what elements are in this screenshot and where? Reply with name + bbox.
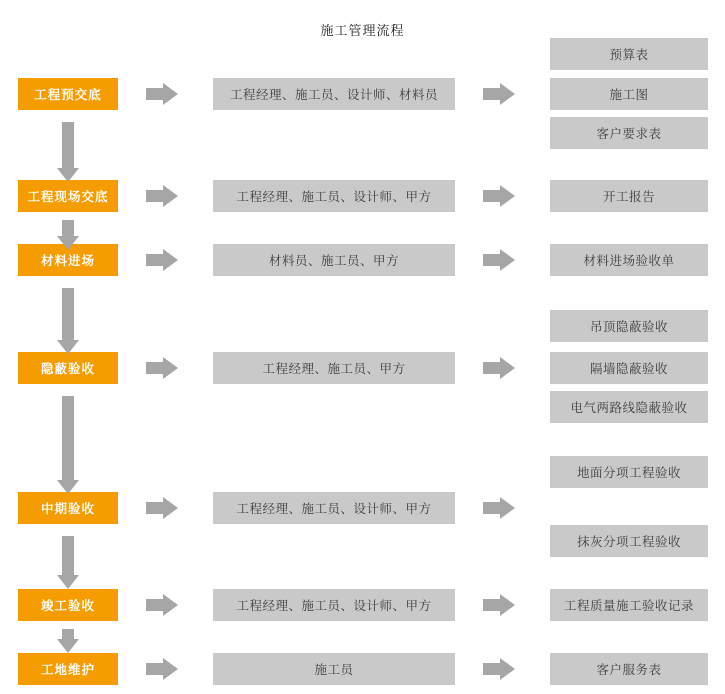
document-node-label: 工程质量施工验收记录: [563, 599, 694, 613]
arrow-down-icon-flow-5-to-6: [57, 536, 79, 589]
arrow-right-icon-role-to-doc-7: [483, 658, 515, 680]
stage-node-label: 工程现场交底: [27, 190, 109, 204]
document-node-11[interactable]: [550, 589, 708, 621]
arrow-right-icon-role-to-doc-2: [483, 185, 515, 207]
role-node-6[interactable]: [213, 589, 455, 621]
document-node-6[interactable]: [550, 310, 708, 342]
stage-node-label: 竣工验收: [40, 599, 95, 613]
arrow-down-icon-flow-2-to-3: [57, 220, 79, 250]
page-title: 施工管理流程: [320, 23, 405, 38]
role-node-4[interactable]: [213, 352, 455, 384]
document-node-label: 施工图: [609, 88, 649, 102]
arrow-down-icon-flow-3-to-4: [57, 288, 79, 354]
role-node-7[interactable]: [213, 653, 455, 685]
arrow-right-icon-stage-to-role-2: [146, 185, 178, 207]
document-node-label: 预算表: [609, 48, 649, 62]
arrow-down-icon-flow-4-to-5: [57, 396, 79, 494]
document-node-4[interactable]: [550, 180, 708, 212]
stage-node-label: 中期验收: [40, 502, 95, 516]
role-node-label: 材料员、施工员、甲方: [268, 254, 399, 268]
document-node-label: 吊顶隐蔽验收: [589, 320, 668, 334]
document-node-label: 开工报告: [602, 190, 655, 204]
stage-node-5[interactable]: [18, 492, 118, 524]
arrow-right-icon-role-to-doc-5: [483, 497, 515, 519]
stage-node-6[interactable]: [18, 589, 118, 621]
document-node-7[interactable]: [550, 352, 708, 384]
document-node-3[interactable]: [550, 117, 708, 149]
document-node-5[interactable]: [550, 244, 708, 276]
document-node-label: 隔墙隐蔽验收: [589, 362, 668, 376]
stage-node-2[interactable]: [18, 180, 118, 212]
document-node-10[interactable]: [550, 525, 708, 557]
arrow-right-icon-stage-to-role-1: [146, 83, 178, 105]
arrow-right-icon-stage-to-role-7: [146, 658, 178, 680]
arrow-right-icon-role-to-doc-4: [483, 357, 515, 379]
role-node-label: 工程经理、施工员、设计师、材料员: [229, 88, 438, 102]
role-node-5[interactable]: [213, 492, 455, 524]
role-node-label: 工程经理、施工员、甲方: [262, 362, 406, 376]
role-node-label: 施工员: [314, 663, 354, 677]
document-node-2[interactable]: [550, 78, 708, 110]
stage-node-label: 工地维护: [40, 663, 95, 677]
arrow-right-icon-stage-to-role-6: [146, 594, 178, 616]
stage-node-7[interactable]: [18, 653, 118, 685]
stage-node-4[interactable]: [18, 352, 118, 384]
document-node-8[interactable]: [550, 391, 708, 423]
document-node-label: 材料进场验收单: [583, 254, 675, 268]
role-node-2[interactable]: [213, 180, 455, 212]
arrow-right-icon-role-to-doc-3: [483, 249, 515, 271]
document-node-label: 客户服务表: [596, 663, 662, 677]
stage-node-label: 工程预交底: [34, 88, 102, 102]
document-node-1[interactable]: [550, 38, 708, 70]
role-node-label: 工程经理、施工员、设计师、甲方: [236, 502, 432, 516]
stage-node-label: 隐蔽验收: [40, 362, 95, 376]
role-node-label: 工程经理、施工员、设计师、甲方: [236, 190, 432, 204]
arrow-right-icon-role-to-doc-6: [483, 594, 515, 616]
document-node-9[interactable]: [550, 456, 708, 488]
arrow-right-icon-stage-to-role-4: [146, 357, 178, 379]
stage-node-1[interactable]: [18, 78, 118, 110]
document-node-12[interactable]: [550, 653, 708, 685]
document-node-label: 地面分项工程验收: [576, 466, 681, 480]
arrow-right-icon-role-to-doc-1: [483, 83, 515, 105]
arrow-down-icon-flow-1-to-2: [57, 122, 79, 182]
document-node-label: 客户要求表: [596, 127, 662, 141]
document-node-label: 抹灰分项工程验收: [576, 535, 681, 549]
arrow-down-icon-flow-6-to-7: [57, 629, 79, 653]
role-node-3[interactable]: [213, 244, 455, 276]
arrow-right-icon-stage-to-role-5: [146, 497, 178, 519]
arrow-right-icon-stage-to-role-3: [146, 249, 178, 271]
role-node-1[interactable]: [213, 78, 455, 110]
document-node-label: 电气两路线隐蔽验收: [570, 401, 688, 415]
stage-node-label: 材料进场: [40, 254, 95, 268]
role-node-label: 工程经理、施工员、设计师、甲方: [236, 599, 432, 613]
